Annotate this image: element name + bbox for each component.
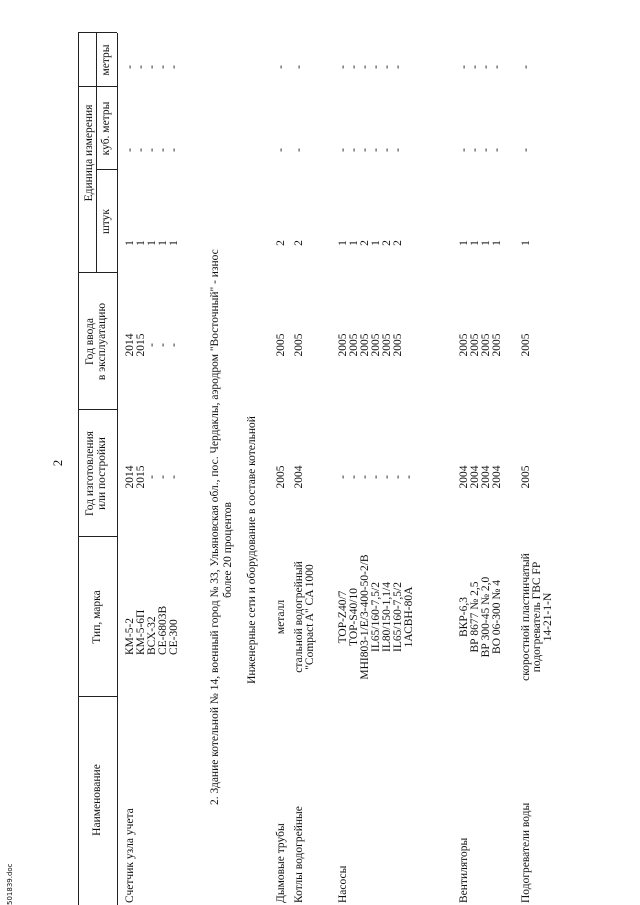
header-made-2: или постройки bbox=[96, 437, 108, 510]
list-item: - bbox=[458, 65, 470, 69]
heaters-made: 2005 bbox=[520, 465, 532, 489]
fans-meters bbox=[459, 57, 503, 77]
list-item: - bbox=[392, 148, 404, 152]
list-item: - bbox=[370, 148, 382, 152]
heaters-commissioned: 2005 bbox=[520, 333, 532, 357]
list-item: - bbox=[168, 475, 180, 479]
fans-commissioned bbox=[459, 325, 503, 365]
chimneys-cubic: - bbox=[275, 148, 287, 152]
list-item: СЕ-6803В bbox=[157, 605, 169, 655]
list-item: - bbox=[135, 148, 147, 152]
chimneys-meters: - bbox=[275, 65, 287, 69]
list-item: - bbox=[491, 65, 503, 69]
list-item: - bbox=[337, 475, 349, 479]
list-item: - bbox=[146, 343, 158, 347]
list-item: - bbox=[458, 148, 470, 152]
pumps-name: Насосы bbox=[337, 865, 349, 903]
meters-group-name: Счетчик узла учета bbox=[124, 808, 136, 903]
list-item: - bbox=[157, 148, 169, 152]
list-item: 2015 bbox=[135, 465, 147, 489]
list-item: ВР 300-45 № 2,0 bbox=[480, 576, 492, 658]
pumps-made bbox=[338, 457, 415, 497]
heaters-name: Подогреватели воды bbox=[520, 802, 532, 903]
list-item: 2014 bbox=[124, 333, 136, 357]
header-commissioned-1: Год ввода bbox=[84, 318, 96, 365]
list-item: - bbox=[403, 475, 415, 479]
header-made-1: Год изготовления bbox=[84, 431, 96, 516]
list-item: ВР 8677 № 2,5 bbox=[469, 581, 481, 653]
list-item: 1 bbox=[135, 240, 147, 246]
list-item: 1 bbox=[146, 240, 158, 246]
document-footer: 501839.doc bbox=[6, 863, 14, 905]
list-item: 1 bbox=[168, 240, 180, 246]
list-item: - bbox=[157, 65, 169, 69]
boilers-cubic: - bbox=[293, 148, 305, 152]
building-line-2: более 20 процентов bbox=[222, 502, 234, 598]
list-item: 1 bbox=[480, 240, 492, 246]
boilers-made: 2004 bbox=[293, 465, 305, 489]
list-item: 14-21-1-N bbox=[542, 592, 554, 642]
list-item: - bbox=[337, 65, 349, 69]
list-item: - bbox=[348, 475, 360, 479]
list-item: - bbox=[480, 148, 492, 152]
boilers-commissioned: 2005 bbox=[293, 333, 305, 357]
list-item: - bbox=[359, 475, 371, 479]
list-item: ВО 06-300 № 4 bbox=[491, 580, 503, 654]
meters-group-meters bbox=[125, 57, 180, 77]
list-item: - bbox=[124, 65, 136, 69]
list-item: 2004 bbox=[480, 465, 492, 489]
fans-name: Вентиляторы bbox=[458, 837, 470, 903]
list-item: 1 bbox=[348, 240, 360, 246]
list-item: 1 bbox=[157, 240, 169, 246]
pumps-commissioned bbox=[338, 325, 404, 365]
header-pcs: штук bbox=[100, 208, 112, 235]
list-item: - bbox=[469, 148, 481, 152]
boilers-pcs: 2 bbox=[293, 240, 305, 246]
list-item: - bbox=[359, 148, 371, 152]
heaters-type bbox=[521, 537, 554, 697]
pumps-pcs bbox=[338, 233, 404, 253]
list-item: - bbox=[381, 148, 393, 152]
section-title: Инженерные сети и оборудование в составе котельной bbox=[246, 416, 258, 684]
list-item: - bbox=[359, 65, 371, 69]
list-item: - bbox=[168, 148, 180, 152]
list-item: 2015 bbox=[135, 333, 147, 357]
chimneys-type: металл bbox=[275, 599, 287, 635]
list-item: 2005 bbox=[480, 333, 492, 357]
list-item: - bbox=[348, 65, 360, 69]
header-type: Тип, марка bbox=[91, 590, 103, 644]
list-item: КМ-5-2 bbox=[124, 617, 136, 655]
list-item: - bbox=[168, 343, 180, 347]
list-item: - bbox=[124, 148, 136, 152]
boilers-meters: - bbox=[293, 65, 305, 69]
list-item: 2 bbox=[392, 240, 404, 246]
list-item: ВСХ-32 bbox=[146, 616, 158, 655]
fans-made bbox=[459, 457, 503, 497]
list-item: - bbox=[146, 148, 158, 152]
list-item: TOP-Z40/7 bbox=[337, 590, 349, 644]
list-item: - bbox=[146, 475, 158, 479]
meters-group-made bbox=[125, 457, 180, 497]
heaters-cubic: - bbox=[520, 148, 532, 152]
units-subheader-line bbox=[96, 33, 97, 273]
list-item: - bbox=[157, 343, 169, 347]
list-item: 1 bbox=[491, 240, 503, 246]
list-item: IL80/150-1,1/4 bbox=[381, 582, 393, 652]
chimneys-commissioned: 2005 bbox=[275, 333, 287, 357]
list-item: - bbox=[381, 65, 393, 69]
list-item: "Compact A" CA 1000 bbox=[304, 564, 316, 670]
meters-group-pcs bbox=[125, 233, 180, 253]
list-item: - bbox=[370, 65, 382, 69]
fans-cubic bbox=[459, 140, 503, 160]
list-item: IL65/160-7,5/2 bbox=[370, 582, 382, 652]
list-item: 1 bbox=[124, 240, 136, 246]
meters-group-types bbox=[125, 606, 180, 655]
table-top-line bbox=[78, 33, 79, 905]
list-item: 2005 bbox=[370, 333, 382, 357]
header-commissioned-2: в эксплуатацию bbox=[96, 302, 108, 381]
list-item: 2 bbox=[359, 240, 371, 246]
boilers-name: Котлы водогрейные bbox=[293, 806, 305, 903]
list-item: КМ-5-6П bbox=[135, 609, 147, 655]
chimneys-made: 2005 bbox=[275, 465, 287, 489]
pumps-cubic bbox=[338, 140, 404, 160]
list-item: подогреватель ГВС FP bbox=[531, 561, 543, 673]
list-item: 2 bbox=[381, 240, 393, 246]
meters-group-commissioned bbox=[125, 325, 180, 365]
building-line-1: 2. Здание котельной № 14, военный город № 33, Ульяновская обл., пос. Чердаклы, аэродром "Восточный" - износ bbox=[209, 249, 221, 805]
list-item: 2014 bbox=[124, 465, 136, 489]
list-item: 1 bbox=[370, 240, 382, 246]
list-item: - bbox=[392, 65, 404, 69]
heaters-pcs: 1 bbox=[520, 240, 532, 246]
table-header-bottom-line bbox=[117, 33, 118, 905]
meters-group-cubic bbox=[125, 140, 180, 160]
list-item: 2005 bbox=[337, 333, 349, 357]
list-item: - bbox=[392, 475, 404, 479]
list-item: 2004 bbox=[469, 465, 481, 489]
list-item: 1 bbox=[337, 240, 349, 246]
list-item: - bbox=[491, 148, 503, 152]
list-item: - bbox=[168, 65, 180, 69]
list-item: 2005 bbox=[381, 333, 393, 357]
list-item: 2005 bbox=[458, 333, 470, 357]
list-item: стальной водогрейный bbox=[293, 561, 305, 673]
list-item: IL65/160-7,5/2 bbox=[392, 582, 404, 652]
list-item: - bbox=[480, 65, 492, 69]
list-item: MHI803-1/E/3-400-50-2/B bbox=[359, 554, 371, 680]
list-item: - bbox=[381, 475, 393, 479]
list-item: 2005 bbox=[392, 333, 404, 357]
header-cubic: куб. метры bbox=[100, 101, 112, 156]
pumps-types bbox=[338, 537, 415, 697]
header-units-group: Единица измерения bbox=[83, 104, 95, 202]
list-item: 1АСВН-80А bbox=[403, 586, 415, 648]
list-item: скоростной пластинчатый bbox=[520, 553, 532, 681]
list-item: 1 bbox=[458, 240, 470, 246]
header-meters: метры bbox=[100, 44, 112, 76]
list-item: 2005 bbox=[469, 333, 481, 357]
fans-pcs bbox=[459, 233, 503, 253]
list-item: ВКР-6,3 bbox=[458, 597, 470, 637]
list-item: - bbox=[337, 148, 349, 152]
pumps-meters bbox=[338, 57, 404, 77]
list-item: - bbox=[135, 65, 147, 69]
chimneys-pcs: 2 bbox=[275, 240, 287, 246]
list-item: TOP-S40/10 bbox=[348, 588, 360, 646]
page-number: 2 bbox=[50, 459, 65, 467]
list-item: - bbox=[146, 65, 158, 69]
list-item: - bbox=[157, 475, 169, 479]
list-item: 2005 bbox=[359, 333, 371, 357]
list-item: 2005 bbox=[348, 333, 360, 357]
list-item: - bbox=[348, 148, 360, 152]
list-item: 2005 bbox=[491, 333, 503, 357]
list-item: 2004 bbox=[458, 465, 470, 489]
list-item: - bbox=[469, 65, 481, 69]
list-item: - bbox=[370, 475, 382, 479]
header-name: Наименование bbox=[91, 764, 103, 836]
list-item: 1 bbox=[469, 240, 481, 246]
fans-types bbox=[459, 537, 503, 697]
list-item: 2004 bbox=[491, 465, 503, 489]
heaters-meters: - bbox=[520, 65, 532, 69]
chimneys-name: Дымовые трубы bbox=[275, 823, 287, 903]
list-item: СЕ-300 bbox=[168, 619, 180, 655]
boilers-type bbox=[294, 537, 316, 697]
